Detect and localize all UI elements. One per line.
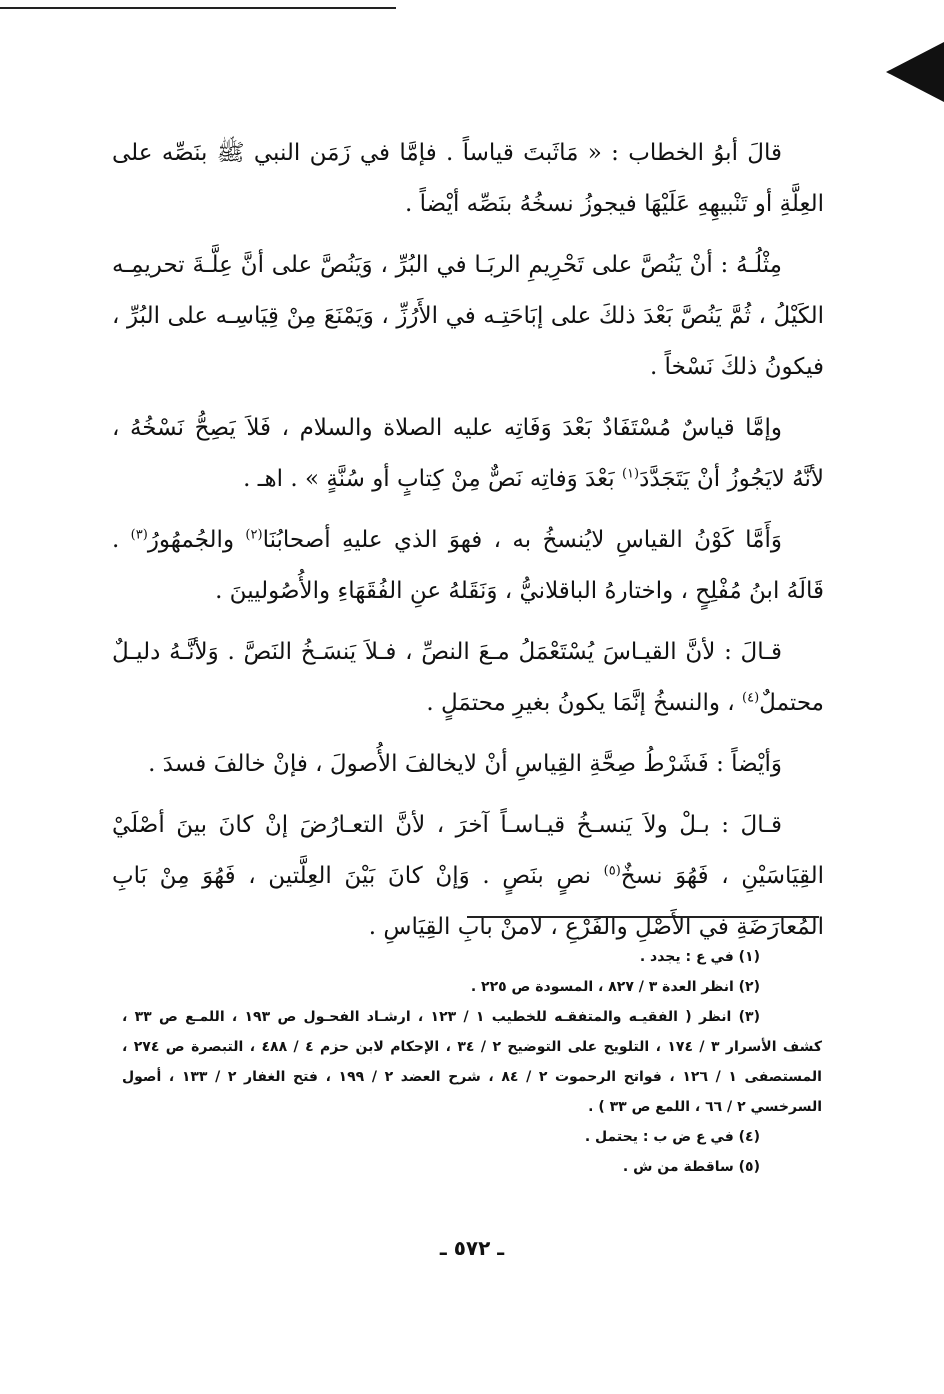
paragraph-3 [112,403,824,505]
footnote-4: (٤) في ع ض ب : يحتمل . [584,1129,760,1145]
paragraph-7-text: قـالَ : بـلْ ولاَ يَنسـخُ قيـاسـاً آخرَ ، لأنَّ التعـارُضَ إنْ كانَ بينَ أصْلَيْ القِيَاسَيْنِ ، فَهُوَ نسخٌ [112,812,824,889]
paragraph-3-tail: بَعْدَ وَفاتِه نَصٌّ مِنْ كِتابٍ أو سُنَّةٍ » . اهـ . [243,466,615,492]
footnotes [122,942,822,1182]
footnote-separator [467,916,819,918]
top-rule [0,7,396,9]
paragraph-6-text: وَأيْضاً : فَشَرْطُ صِحَّةِ القِياسِ أنْ لايخالفَ الأُصولَ ، فإنْ خالفَ فسدَ . [148,751,782,777]
footnote-marker-4[interactable]: (٤) [742,690,760,706]
paragraph-4-mid: والجُمهُورُ [147,527,235,553]
footnote-marker-5[interactable]: (٥) [603,863,621,879]
paragraph-5-text: قـالَ : لأنَّ القيـاسَ يُسْتَعْمَلُ مـعَ النصِّ ، فـلاَ يَنسَـخُ النَصَّ . وَلأنَّـهُ دليـلٌ محتملٌ [112,639,824,716]
footnote-5: (٥) ساقطة من ش . [622,1159,760,1175]
main-text [112,128,824,963]
paragraph-7 [112,800,824,953]
footnote-1: (١) في ع : يجدد . [639,949,760,965]
paragraph-3-text: وإمَّا قياسٌ مُسْتَفَادٌ بَعْدَ وَفَاتِه عليه الصلاة والسلام ، فَلاَ يَصِحُّ نَسْخُهُ ، لأنَّهُ لايَجُوزُ أنْ يَتَجَدَّدَ [112,415,824,492]
paragraph-4-tail: . قَالَهُ ابنُ مُفْلِحٍ ، واختارهُ الباقلانيُّ ، وَنَقَلهُ عنِ الفُقَهَاءِ والأُصُوليينَ . [112,527,824,604]
paragraph-2 [112,240,824,393]
footnote-marker-3[interactable]: (٣) [130,527,148,543]
paragraph-5 [112,627,824,729]
page-number: ـ ٥٧٢ ـ [439,1236,505,1260]
footnote-marker-1[interactable]: (١) [621,466,640,482]
paragraph-7-tail: نصٍ بنَصٍ . وَإنْ كانَ بَيْنَ العِلَّتين ، فَهُوَ مِنْ بَابِ المُعارَضَةِ في الأَصْلِ والفَرْعِ ، لامنْ بابِ القِيَاسِ . [112,863,824,940]
paragraph-2-text: مِثْلُـهُ : أنْ يَنُصَّ على تَحْرِيمِ الربَـا في البُرِّ ، وَيَنُصَّ على أنَّ عِلَّـةَ تحريمِـه الكَيْلُ ، ثُمَّ يَنُصَّ بَعْدَ ذلكَ على إبَاحَتِـه في الأَرُزِّ ، وَيَمْنَعَ مِنْ قِيَاسِـه على البُرِّ ، فيكونُ ذلكَ نَسْخاً . [112,252,824,380]
paragraph-4 [112,515,824,617]
paragraph-5-tail: ، والنسخُ إنَّمَا يكونُ بغيرِ محتمَلٍ . [426,690,735,716]
paragraph-1-text: قالَ أبوُ الخطاب : « مَاثَبتَ قياساً . فإمَّا في زَمَن النبي ﷺ بنَصِّه على العِلَّةِ أو تَنْبيهِهِ عَلَيْهَا فيجوزُ نسخُهُ بنَصِّه أيْضاً . [112,140,824,217]
footnote-3: (٣) انظر ( الفقيـه والمتفقـه للخطيب ١ / ١٢٣ ، ارشـاد الفحـول ص ١٩٣ ، اللمـع ص ٣٣ ، كشف الأسرار ٣ / ١٧٤ ، التلويح على التوضيح ٢ / ٣٤ ، الإحكام لابن حزم ٤ / ٤٨٨ ، التبصرة ص ٢٧٤ ، المستصفى ١ / ١٢٦ ، فواتح الرحموت ٢ / ٨٤ ، شرح العضد ٢ / ١٩٩ ، فتح الغفار ٢ / ١٣٣ ، أصول السرخسي ٢ / ٦٦ ، اللمع ص ٣٣ ) . [122,1009,822,1115]
footnote-2: (٢) انظر العدة ٣ / ٨٢٧ ، المسودة ص ٢٢٥ . [470,979,760,995]
footnote-marker-2[interactable]: (٢) [245,527,263,543]
paragraph-4-text: وَأَمَّا كَوْنُ القياسِ لايُنسخُ به ، فهوَ الذي عليهِ أصحابُنَا [262,527,783,553]
paragraph-6 [112,739,824,790]
corner-triangle-mark [886,42,944,102]
paragraph-1 [112,128,824,230]
